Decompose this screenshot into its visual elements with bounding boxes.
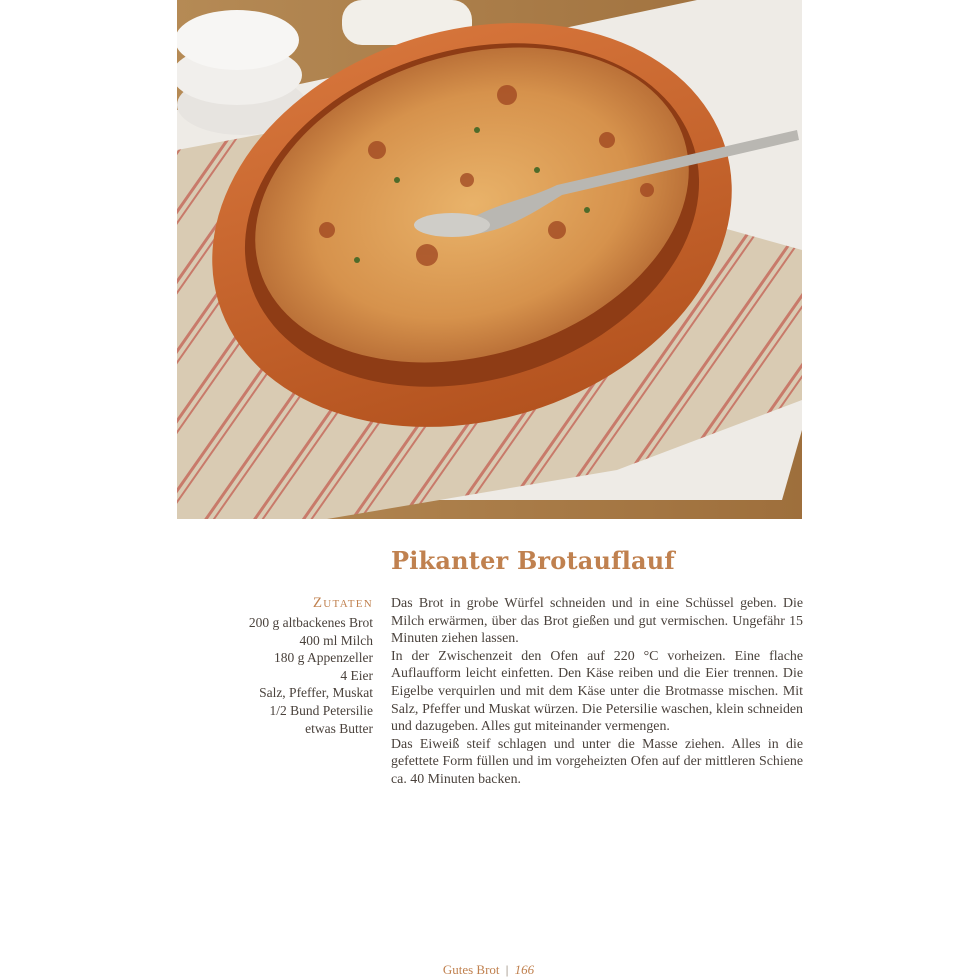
instruction-paragraph: Das Eiweiß steif schlagen und unter die Masse ziehen. Alles in die gefettete Form füllen und im vorgeheizten Ofen auf der mittleren Schiene ca. 40 Minuten backen. <box>391 736 803 787</box>
instructions <box>391 595 803 789</box>
recipe-title: Pikanter Brotauflauf <box>391 546 675 575</box>
page-number: 166 <box>514 962 535 977</box>
baking-dish-icon <box>177 0 802 519</box>
ingredient-item: Salz, Pfeffer, Muskat <box>259 685 373 701</box>
section-name: Gutes Brot <box>442 962 500 977</box>
ingredients-list <box>215 595 373 737</box>
ingredient-item: etwas Butter <box>305 720 373 736</box>
ingredient-item: 200 g altbackenes Brot <box>248 615 373 630</box>
ingredient-item: 180 g Appenzeller <box>274 650 373 666</box>
ingredient-item: 1/2 Bund Petersilie <box>269 702 373 718</box>
ingredient-item: 400 ml Milch <box>299 632 373 648</box>
ingredients-heading: Zutaten <box>312 595 373 611</box>
instruction-paragraph: Das Brot in grobe Würfel schneiden und in eine Schüssel geben. Die Milch erwärmen, über das Brot gießen und gut vermischen. Ungefähr 15 Minuten ziehen lassen. <box>391 596 803 647</box>
page-footer <box>0 962 977 978</box>
ingredient-item: 4 Eier <box>340 667 373 683</box>
instruction-paragraph: In der Zwischenzeit den Ofen auf 220 °C vorheizen. Eine flache Auflaufform leicht einfetten. Den Käse reiben und die Eier trennen. Die Eigelbe verquirlen und mit dem Käse unter die Brotmasse mischen. Mit Salz, Pfeffer und Muskat würzen. Die Petersilie waschen, klein schneiden und dazugeben. Alles gut miteinander vermengen. <box>391 648 803 735</box>
recipe-photo <box>177 0 802 519</box>
footer-separator: | <box>505 962 509 977</box>
